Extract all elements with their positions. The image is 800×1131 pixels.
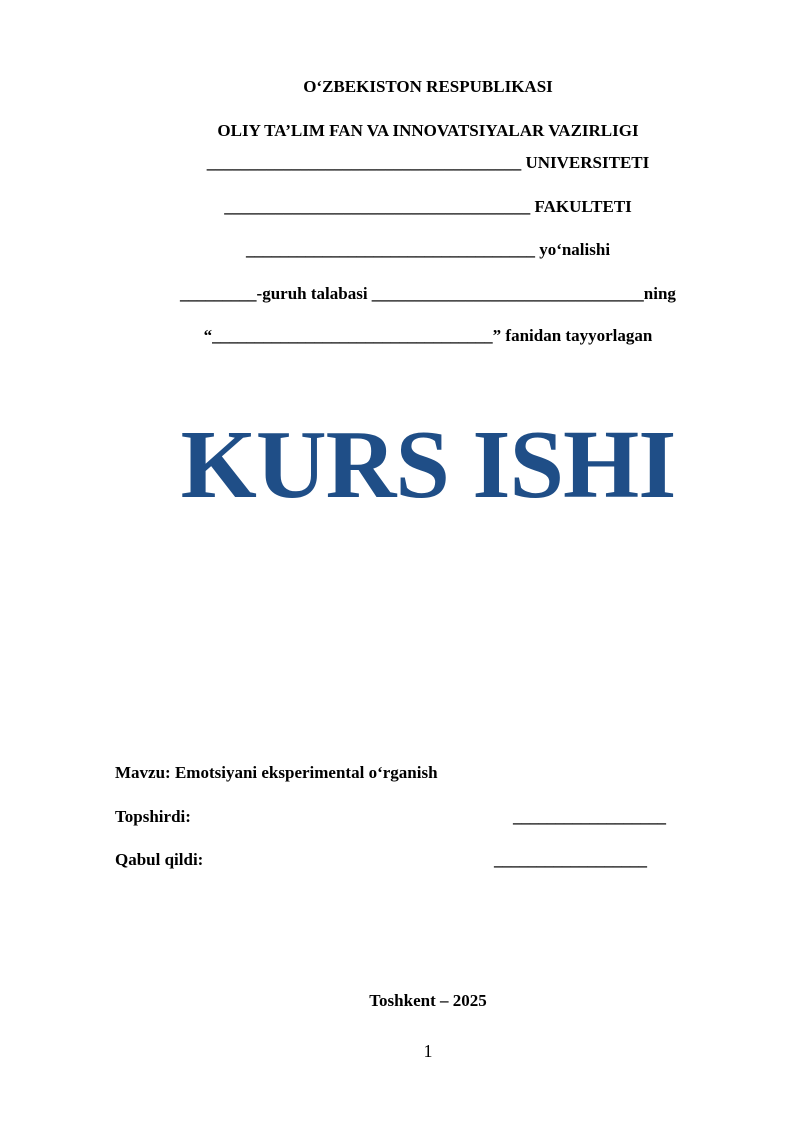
direction-line: __________________________________ yo‘nalishi xyxy=(245,240,611,259)
place-year: Toshkent – 2025 xyxy=(369,991,487,1010)
accepted-label: Qabul qildi: xyxy=(115,850,204,869)
ministry-heading: OLIY TA’LIM FAN VA INNOVATSIYALAR VAZIRLIGI xyxy=(217,121,639,140)
topic-line: Mavzu: Emotsiyani eksperimental o‘rganish xyxy=(115,763,438,782)
accepted-signature-blank: __________________ xyxy=(494,850,647,869)
submitted-label: Topshirdi: xyxy=(115,807,191,826)
page-number: 1 xyxy=(423,1041,433,1061)
student-line: _________-guruh talabasi ________________________________ning xyxy=(180,284,676,303)
faculty-line: ____________________________________ FAKULTETI xyxy=(224,197,632,216)
subject-line: “_________________________________” fanidan tayyorlagan xyxy=(203,326,653,345)
document-title: KURS ISHI xyxy=(180,411,676,519)
university-line: _____________________________________ UNIVERSITETI xyxy=(206,153,650,172)
submitted-signature-blank: __________________ xyxy=(513,807,666,826)
country-heading: O‘ZBEKISTON RESPUBLIKASI xyxy=(303,77,553,96)
